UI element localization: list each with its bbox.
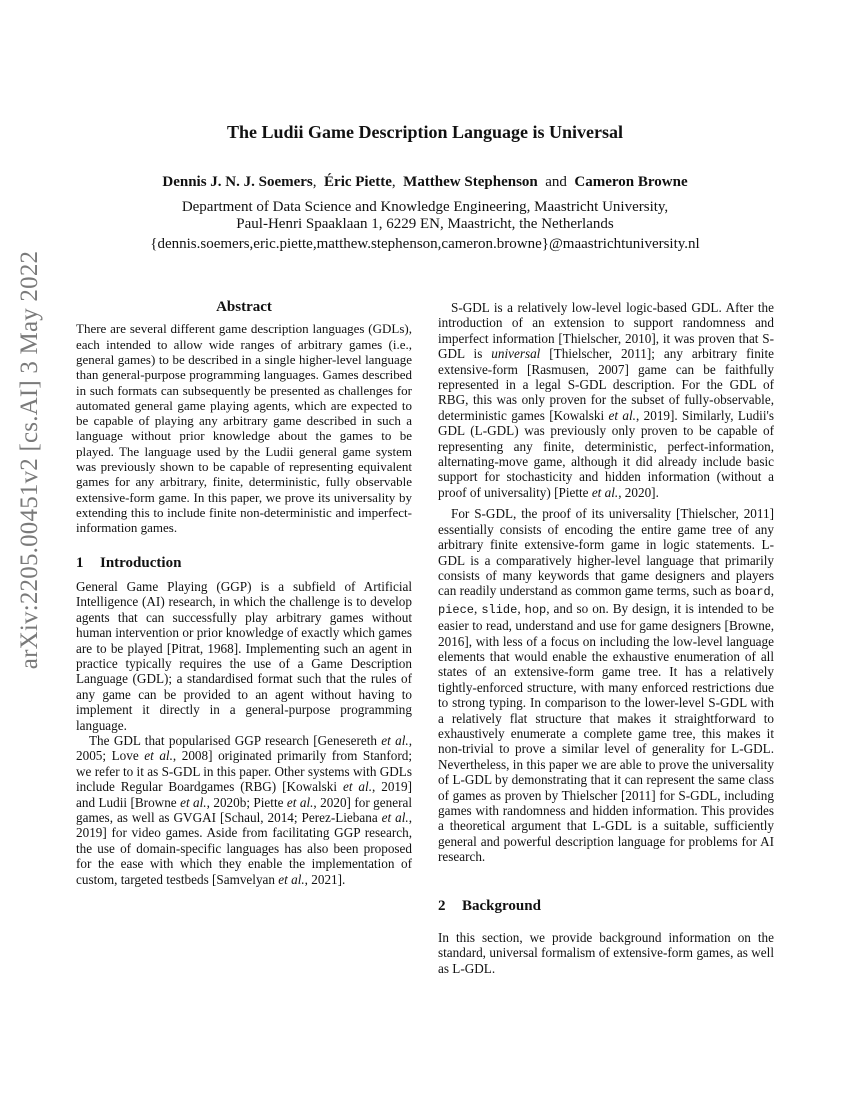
et-al: et al. (608, 407, 636, 423)
text-run: , 2005; Love (76, 733, 413, 764)
et-al: et al. (381, 733, 409, 749)
text-run: For S-GDL, the proof of its universality [Thielscher, 2011] essentially consists of encoding the entire game tree of any arbitrary finite extensive-form game in logic statements. L-GDL is a comparatively higher-level language that primarily consists of many keywords that game designers and players can readily understand as common game terms, such as (438, 506, 774, 599)
section-heading-introduction (76, 556, 412, 571)
text-run: , 2021]. (304, 871, 346, 887)
section-number: 2 (438, 897, 446, 914)
et-al: et al. (278, 871, 305, 887)
intro-paragraph: General Game Playing (GGP) is a subfield of Artificial Intelligence (AI) research, in which the challenge is to develop agents that can successfully play arbitrary games without human intervention or prior knowledge of exactly which games are to be played [Pitrat, 1968]. Implementing such an agent in practice typically requires the use of a Game Description Language (GDL); a standardised format such that the rules of any game can be provided to an agent without having to implement it directly in a general-purpose programming language. (76, 578, 412, 733)
text-run: , 2019] for video games. Aside from facilitating GGP research, the use of domain-specific languages has also been proposed for the ease with which they enable the implementation of custom, targeted testbeds [Samvelyan (76, 810, 412, 887)
affiliation (0, 199, 850, 233)
author-name: Cameron Browne (574, 174, 688, 190)
author-separator: , (391, 174, 396, 190)
section-title: Background (462, 897, 541, 914)
arxiv-stamp (10, 250, 50, 670)
affiliation-line: Department of Data Science and Knowledge Engineering, Maastricht University, (181, 199, 669, 215)
arxiv-stamp-text: arXiv:2205.00451v2 [cs.AI] 3 May 2022 (16, 250, 43, 670)
section-title: Introduction (100, 554, 182, 571)
abstract-heading: Abstract (216, 299, 272, 315)
text-run: , 2019]. Similarly, Ludii's GDL (L-GDL) was previously only proven to be capable of representing any finite, deterministic, perfect-information, alternating-move game, although it did already include basic support for stochasticity and hidden information (without a proof of universality) [Piette (438, 407, 775, 500)
body-paragraph (438, 300, 774, 500)
keyword: hop (524, 602, 547, 617)
author-separator: , (312, 174, 317, 190)
et-al: et al. (286, 794, 314, 810)
author-list (0, 174, 850, 191)
text-run: , 2019] and Ludii [Browne (76, 779, 412, 810)
et-al: et al. (180, 794, 207, 810)
body-paragraph: For S-GDL, the proof of its universality [Thielscher, 2011] essentially consists of encoding the entire game tree of any arbitrary finite extensive-form game in logic statements. L-GDL is a comparatively higher-level language that primarily consists of many keywords that game designers and players can readily understand as common game terms, such as board, piece, slide, hop, and so on. By design, it is intended to be easier to read, understand and use for game designers [Browne, 2016], with less of a focus on including the low-level language elements that would enable the exhaustive enumeration of all states of an extensive-form game tree. It has a relatively tightly-enforced structure, with many enforced restrictions due to strong typing. In comparison to the lower-level S-GDL with a relatively flat structure that makes it straightforward to exhaustively enumerate a complete game tree, this makes it non-trivial to prove a similar level of generality for L-GDL. Nevertheless, in this paper we are able to prove the universality of L-GDL by demonstrating that it can represent the same class of games as proven by Thielscher [2011] for S-GDL, including games with randomness and hidden information. This provides a theoretical argument that L-GDL is a suitable, sufficiently general and powerful description language for problems for AI research. (438, 506, 775, 865)
et-al: et al. (144, 748, 173, 764)
author-separator: and (545, 174, 567, 190)
author-name: Matthew Stephenson (403, 174, 538, 190)
keyword: board (734, 585, 771, 600)
text-run: , 2020]. (618, 484, 659, 500)
section-number: 1 (76, 554, 84, 571)
author-name: Dennis J. N. J. Soemers (162, 174, 313, 190)
text-run: , 2020b; Piette (206, 794, 287, 810)
text-run: [Thielscher, 2011]; any arbitrary finite extensive-form [Rasmusen, 2007] game can be faithfully represented in a legal S-GDL description. For the GDL of RBG, this was only proven for the subset of fully-observable, deterministic games [Kowalski (438, 346, 774, 423)
affiliation-line: Paul-Henri Spaaklaan 1, 6229 EN, Maastricht, the Netherlands (236, 216, 614, 232)
text-run: S-GDL is a relatively low-level logic-based GDL. After the introduction of an extension to support randomness and imperfect information [Thielscher, 2010], it was proven that S-GDL is (438, 300, 774, 362)
keyword: piece (438, 602, 475, 617)
intro-paragraph (76, 733, 412, 887)
section-heading-background (438, 899, 774, 914)
text-run: , 2008] originated primarily from Stanford; we refer to it as S-GDL in this paper. Other systems with GDLs include Regular Boardgames (RBG) [Kowalski (76, 748, 412, 795)
right-column (438, 300, 774, 976)
author-emails: {dennis.soemers,eric.piette,matthew.stephenson,cameron.browne}@maastrichtuniversity.nl (150, 236, 700, 252)
et-al: et al. (342, 779, 372, 795)
text-run: , and so on. By design, it is intended to be easier to read, understand and use for game designers [Browne, 2016], with less of a focus on including the low-level language elements that would enable the exhaustive enumeration of all states of an extensive-form game tree. It has a relatively tightly-enforced structure, with many enforced restrictions due to strong typing. In comparison to the lower-level S-GDL with a relatively flat structure that makes it straightforward to exhaustively enumerate a complete game tree, this makes it non-trivial to prove a similar level of generality for L-GDL. Nevertheless, in this paper we are able to prove the universality of L-GDL by demonstrating that it can represent the same class of games as proven by Thielscher [2011] for S-GDL, including games with randomness and hidden information. This provides a theoretical argument that L-GDL is a suitable, sufficiently general and powerful description language for problems for AI research. (438, 600, 775, 865)
et-al: et al. (591, 484, 619, 500)
text-run: , 2020] for general games, as well as GVGAI [Schaul, 2014; Perez-Liebana (76, 794, 412, 826)
left-column (76, 300, 412, 887)
keyword: slide (481, 602, 518, 617)
author-name: Éric Piette (324, 174, 392, 190)
et-al: et al. (381, 810, 409, 826)
paper-title: The Ludii Game Description Language is Universal (226, 122, 624, 142)
background-paragraph: In this section, we provide background information on the standard, universal formalism of extensive-form games, as well as L-GDL. (438, 930, 774, 976)
abstract-text: There are several different game description languages (GDLs), each intended to allow wide ranges of arbitrary games (i.e., general games) to be described in a single higher-level language than general-purpose programming languages. Games described in such formats can subsequently be presented as challenges for automated general game playing agents, which are expected to be capable of playing any arbitrary game described in such a language without prior knowledge about the games to be played. The language used by the Ludii general game system was previously shown to be capable of representing equivalent games for any arbitrary, finite, deterministic, fully observable extensive-form game. In this paper, we prove its universality by extending this to include finite non-deterministic and imperfect-information games. (76, 321, 412, 536)
emphasis: universal (491, 346, 541, 362)
text-run: The GDL that popularised GGP research [Genesereth (89, 733, 382, 749)
